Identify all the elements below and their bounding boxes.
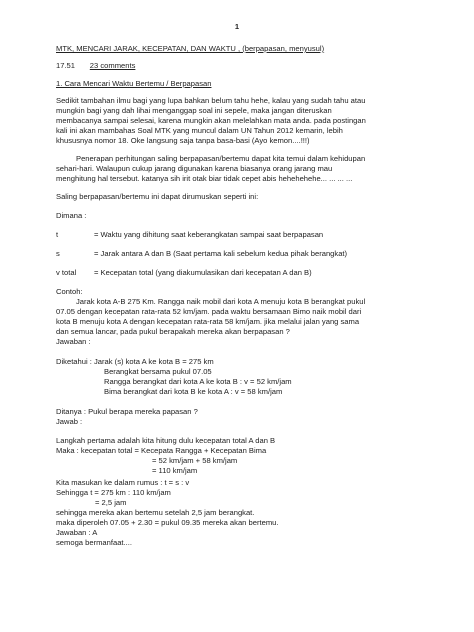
- para2-line-1: Penerapan perhitungan saling berpapasan/bertemu dapat kita temui dalam kehidupan: [76, 154, 366, 163]
- section-heading: 1. Cara Mencari Waktu Bertemu / Berpapasan: [56, 79, 212, 88]
- intro-line-5: khususnya nomor 18. Oke langsung saja tanpa basa-basi (Ayo kemon....!!!): [56, 136, 310, 145]
- diketahui-line-4: Bima berangkat dari kota B ke kota A : v = 58 km/jam: [104, 387, 283, 396]
- solution-line-10: Jawaban : A: [56, 528, 98, 537]
- post-meta: [56, 61, 135, 71]
- ditanya-line: Ditanya : Pukul berapa mereka papasan ?: [56, 407, 198, 416]
- comments-link[interactable]: 23 comments: [89, 61, 136, 70]
- diketahui-line-2: Berangkat bersama pukul 07.05: [104, 367, 212, 376]
- diketahui-line-1: Diketahui : Jarak (s) kota A ke kota B = 275 km: [56, 357, 214, 366]
- jawab-label: Jawab :: [56, 417, 83, 426]
- solution-line-2: Maka : kecepatan total = Kecepata Rangga + Kecepatan Bima: [56, 446, 267, 455]
- solution-line-9: maka diperoleh 07.05 + 2.30 = pukul 09.35 mereka akan bertemu.: [56, 518, 279, 527]
- intro-line-4: kali ini akan mambahas Soal MTK yang muncul dalam UN Tahun 2012 kemarin, lebih: [56, 126, 343, 135]
- def-symbol-s: s: [56, 249, 60, 258]
- problem-line-2: 07.05 dengan kecepatan rata-rata 52 km/jam. pada waktu bersamaan Bimo naik mobil dari: [56, 307, 362, 316]
- def-symbol-t: t: [56, 230, 59, 239]
- intro-line-3: membacanya sampai selesai, karena mungkin akan melelahkan mata anda. pada postingan: [56, 116, 366, 125]
- solution-line-8: sehingga mereka akan bertemu setelah 2,5 jam berangkat.: [56, 508, 255, 517]
- solution-line-3: = 52 km/jam + 58 km/jam: [152, 456, 238, 465]
- def-desc-t: = Waktu yang dihitung saat keberangkatan sampai saat berpapasan: [94, 230, 324, 239]
- intro-line-1: Sedikit tambahan ilmu bagi yang lupa bahkan belum tahu hehe, kalau yang sudah tahu atau: [56, 96, 366, 105]
- solution-line-1: Langkah pertama adalah kita hitung dulu kecepatan total A dan B: [56, 436, 276, 445]
- solution-line-6: Sehingga t = 275 km : 110 km/jam: [56, 488, 171, 497]
- para2-line-2: sehari-hari. Walaupun cukup jarang digunakan karena biasanya orang jarang mau: [56, 164, 333, 173]
- post-time: 17.51: [56, 61, 76, 70]
- def-desc-s: = Jarak antara A dan B (Saat pertama kali sebelum kedua pihak berangkat): [94, 249, 348, 258]
- def-desc-v: = Kecepatan total (yang diakumulasikan dari kecepatan A dan B): [94, 268, 312, 277]
- problem-line-1: Jarak kota A-B 275 Km. Rangga naik mobil dari kota A menuju kota B berangkat pukul: [76, 297, 366, 306]
- problem-line-3: kota B menuju kota A dengan kecepatan rata-rata 58 km/jam. jika melalui jalan yang sama: [56, 317, 360, 326]
- solution-line-5: Kita masukan ke dalam rumus : t = s : v: [56, 478, 190, 487]
- diketahui-line-3: Rangga berangkat dari kota A ke kota B : v = 52 km/jam: [104, 377, 292, 386]
- solution-line-11: semoga bermanfaat....: [56, 538, 132, 547]
- intro-line-2: mungkin bagi yang dah lihai menganggap soal ini sepele, maka jangan diteruskan: [56, 106, 332, 115]
- def-symbol-v: v total: [56, 268, 77, 277]
- post-title: MTK, MENCARI JARAK, KECEPATAN, DAN WAKTU , (berpapasan, menyusul): [56, 44, 325, 53]
- page-number: 1: [234, 22, 240, 31]
- para2-line-3: menghitung hal tersebut. katanya sih irit otak biar tidak cepet abis hehehehehe... ... ... ...: [56, 174, 353, 183]
- solution-line-7: = 2,5 jam: [95, 498, 127, 507]
- dimana-label: Dimana :: [56, 211, 87, 220]
- formula-intro: Saling berpapasan/bertemu ini dapat dirumuskan seperti ini:: [56, 192, 259, 201]
- contoh-label: Contoh:: [56, 287, 83, 296]
- jawaban-label: Jawaban :: [56, 337, 91, 346]
- problem-line-4: dan semua lancar, pada pukul berapakah mereka akan berpapasan ?: [56, 327, 290, 336]
- solution-line-4: = 110 km/jam: [152, 466, 198, 475]
